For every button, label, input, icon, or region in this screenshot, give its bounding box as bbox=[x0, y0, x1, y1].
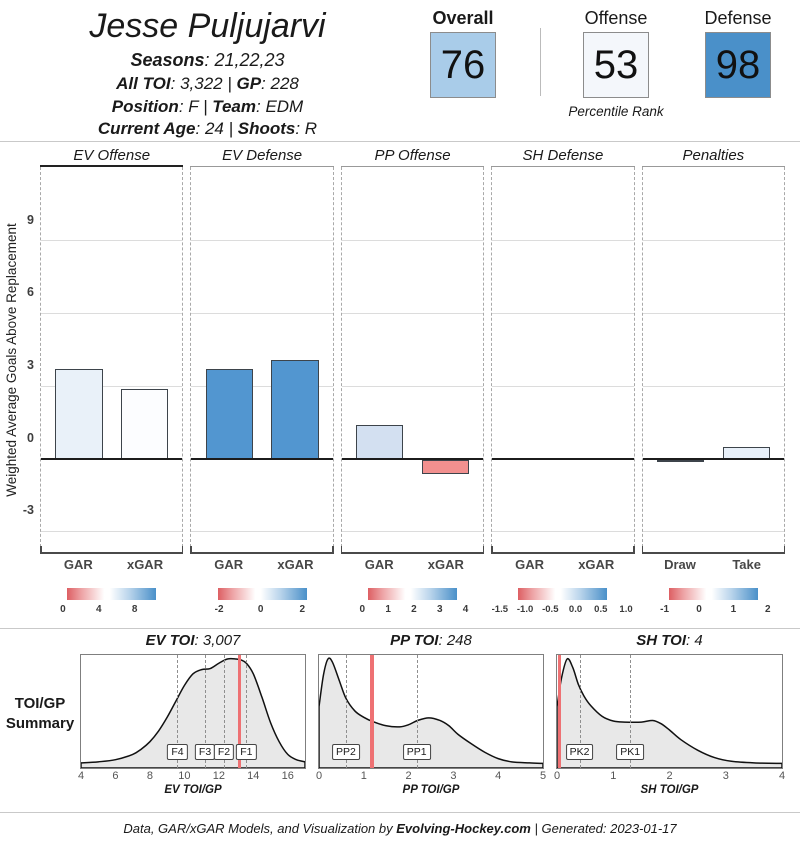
toi-x-ticks bbox=[315, 770, 547, 783]
grid-line bbox=[41, 531, 182, 532]
gar-bar bbox=[356, 425, 403, 459]
toi-title-value: : 248 bbox=[438, 632, 472, 649]
toi-x-axis-label: EV TOI/GP bbox=[164, 784, 222, 796]
legend-tick: 1.0 bbox=[619, 604, 633, 615]
legend-tick: -1 bbox=[660, 604, 670, 615]
category-label: GAR bbox=[515, 557, 544, 572]
panel-title: EV Defense bbox=[190, 146, 333, 167]
panel-plot bbox=[40, 167, 183, 552]
legend-tick: 1 bbox=[730, 604, 737, 615]
density-plot-box bbox=[318, 654, 544, 769]
info-label: Shoots bbox=[237, 119, 296, 139]
legend-ticks bbox=[190, 604, 333, 617]
toi-x-tick: 8 bbox=[146, 770, 153, 782]
category-labels bbox=[491, 557, 634, 574]
percentile-rank-caption: Percentile Rank bbox=[568, 104, 664, 119]
offense-label: Offense bbox=[584, 8, 648, 28]
section-divider-middle bbox=[0, 628, 800, 629]
player-header bbox=[20, 8, 395, 140]
y-tick: 3 bbox=[27, 358, 34, 373]
legend-tick: -1.5 bbox=[491, 604, 508, 615]
density-curve bbox=[81, 655, 305, 768]
grid-line bbox=[643, 386, 784, 387]
grid-line bbox=[492, 531, 633, 532]
grid-line bbox=[342, 531, 483, 532]
defense-percentile-value: 98 bbox=[715, 42, 761, 87]
player-info-line bbox=[20, 118, 395, 140]
grid-line bbox=[342, 386, 483, 387]
xgar-bar bbox=[422, 460, 469, 475]
category-label: xGAR bbox=[578, 557, 615, 572]
panel-plot bbox=[491, 167, 634, 552]
lineup-marker-label-f2: F2 bbox=[214, 744, 234, 760]
toi-x-tick: 10 bbox=[178, 770, 191, 782]
axis-end-tick bbox=[40, 546, 42, 552]
toi-x-tick: 0 bbox=[553, 770, 561, 782]
grid-line bbox=[492, 313, 633, 314]
player-info-line bbox=[20, 49, 395, 73]
header-divider-line bbox=[540, 28, 541, 96]
panel-sh-defense bbox=[491, 146, 634, 617]
info-value: : 21,22,23 bbox=[204, 50, 285, 71]
lineup-marker-label-f1: F1 bbox=[236, 744, 256, 760]
footer-text-1: Data, GAR/xGAR Models, and Visualization by bbox=[123, 821, 397, 836]
info-label: Seasons bbox=[130, 50, 205, 71]
toi-title-label: SH TOI bbox=[636, 632, 687, 649]
panel-penalties bbox=[642, 146, 785, 617]
panel-title: PP Offense bbox=[341, 146, 484, 167]
legend-tick: -2 bbox=[214, 604, 224, 615]
info-value: : EDM bbox=[256, 96, 304, 116]
density-plot-box bbox=[80, 654, 306, 769]
info-label: Position bbox=[111, 96, 179, 116]
category-labels bbox=[190, 557, 333, 574]
axis-end-tick bbox=[190, 546, 192, 552]
footer-site-name: Evolving-Hockey.com bbox=[396, 821, 531, 836]
color-gradient-legend bbox=[669, 588, 758, 600]
toi-x-ticks bbox=[553, 770, 786, 783]
info-value: : F | bbox=[178, 96, 213, 116]
toi-plot-title bbox=[80, 632, 306, 652]
toi-summary-label-line2: Summary bbox=[5, 715, 75, 733]
toi-x-axis-label: SH TOI/GP bbox=[640, 784, 699, 796]
density-plot-box bbox=[556, 654, 783, 769]
legend-ticks bbox=[40, 604, 183, 617]
toi-plot-title bbox=[556, 632, 783, 652]
grid-line bbox=[191, 313, 332, 314]
toi-title-label: PP TOI bbox=[390, 632, 439, 649]
x-axis-line bbox=[642, 552, 785, 554]
panel-title: EV Offense bbox=[40, 146, 183, 167]
grid-line bbox=[191, 531, 332, 532]
player-toi-marker bbox=[370, 655, 374, 768]
category-label: xGAR bbox=[126, 557, 164, 572]
pp-toi-plot bbox=[315, 632, 547, 796]
category-label: xGAR bbox=[277, 557, 314, 572]
legend-tick: 2 bbox=[411, 604, 417, 615]
y-axis-label: Weighted Average Goals Above Replacement bbox=[4, 223, 19, 497]
toi-x-tick: 14 bbox=[247, 770, 260, 782]
panel-pp-offense bbox=[341, 146, 484, 617]
gar-bar bbox=[206, 369, 253, 459]
legend-ticks bbox=[642, 604, 785, 617]
player-name: Jesse Puljujarvi bbox=[89, 7, 326, 45]
info-label: Current Age bbox=[97, 119, 196, 139]
legend-tick: 0 bbox=[257, 604, 264, 615]
section-divider-top bbox=[0, 141, 800, 142]
legend-tick: 2 bbox=[299, 604, 306, 615]
zero-line bbox=[41, 458, 182, 460]
zero-line bbox=[643, 458, 784, 460]
offense-percentile-value: 53 bbox=[593, 42, 639, 87]
axis-end-tick bbox=[341, 546, 343, 552]
y-tick: -3 bbox=[22, 503, 34, 518]
category-labels bbox=[40, 557, 183, 574]
toi-x-tick: 2 bbox=[405, 770, 412, 782]
lineup-marker-label-f3: F3 bbox=[195, 744, 215, 760]
panel-plot bbox=[642, 167, 785, 552]
legend-tick: -0.5 bbox=[542, 604, 559, 615]
footer-text-2: | Generated: 2023-01-17 bbox=[530, 821, 677, 836]
footer-credit bbox=[0, 821, 800, 836]
panel-title: SH Defense bbox=[491, 146, 634, 167]
draw-bar bbox=[657, 460, 704, 462]
xgar-bar bbox=[121, 389, 168, 459]
ev-toi-plot bbox=[77, 632, 306, 796]
toi-title-value: : 4 bbox=[686, 632, 703, 649]
axis-end-tick bbox=[491, 546, 493, 552]
category-label: Draw bbox=[664, 557, 696, 572]
section-divider-bottom bbox=[0, 812, 800, 813]
axis-end-tick bbox=[642, 546, 644, 552]
panel-ev-defense bbox=[190, 146, 333, 617]
legend-tick: 3 bbox=[436, 604, 443, 615]
category-labels bbox=[642, 557, 785, 574]
y-tick: 0 bbox=[27, 430, 34, 445]
lineup-marker-label-f4: F4 bbox=[167, 744, 187, 760]
color-gradient-legend bbox=[368, 588, 457, 600]
overall-label: Overall bbox=[432, 8, 494, 28]
axis-end-tick bbox=[483, 546, 485, 552]
info-value: : 228 bbox=[261, 74, 299, 94]
legend-ticks bbox=[491, 604, 634, 617]
x-axis-line bbox=[491, 552, 634, 554]
toi-x-tick: 3 bbox=[450, 770, 457, 782]
axis-end-tick bbox=[332, 546, 334, 552]
grid-line bbox=[643, 313, 784, 314]
info-value: : 24 | bbox=[195, 119, 238, 139]
y-axis-ticks bbox=[14, 146, 34, 552]
zero-line bbox=[342, 458, 483, 460]
legend-tick: 1 bbox=[385, 604, 391, 615]
panel-plot bbox=[190, 167, 333, 552]
x-axis-line bbox=[40, 552, 183, 554]
toi-summary-label-line1: TOI/GP bbox=[14, 695, 66, 712]
y-tick: 6 bbox=[27, 285, 34, 300]
info-value: : R bbox=[295, 119, 318, 139]
legend-tick: 0.0 bbox=[568, 604, 583, 615]
legend-tick: 4 bbox=[462, 604, 469, 615]
player-toi-marker bbox=[558, 655, 562, 768]
toi-x-axis-label: PP TOI/GP bbox=[402, 784, 460, 796]
legend-tick: 0 bbox=[696, 604, 702, 615]
grid-line bbox=[342, 240, 483, 241]
toi-plot-title bbox=[318, 632, 544, 652]
gar-bar bbox=[55, 369, 102, 459]
grid-line bbox=[492, 386, 633, 387]
grid-line bbox=[41, 240, 182, 241]
toi-x-tick: 2 bbox=[666, 770, 673, 782]
toi-title-label: EV TOI bbox=[145, 632, 195, 649]
legend-tick: 8 bbox=[131, 604, 138, 615]
info-value: : 3,322 | bbox=[170, 74, 237, 94]
toi-x-tick: 16 bbox=[281, 770, 294, 782]
panel-plot bbox=[341, 167, 484, 552]
legend-tick: 0 bbox=[359, 604, 366, 615]
player-info bbox=[20, 49, 395, 140]
toi-x-tick: 1 bbox=[610, 770, 617, 782]
toi-x-ticks bbox=[77, 770, 306, 783]
category-label: Take bbox=[732, 557, 761, 572]
info-label: Team bbox=[212, 96, 256, 116]
x-axis-line bbox=[341, 552, 484, 554]
toi-x-tick: 12 bbox=[212, 770, 225, 782]
zero-line bbox=[191, 458, 332, 460]
player-info-line bbox=[20, 73, 395, 95]
lineup-marker-label-pk2: PK2 bbox=[566, 744, 594, 760]
defense-label: Defense bbox=[704, 8, 772, 28]
info-label: GP bbox=[236, 74, 262, 94]
category-labels bbox=[341, 557, 484, 574]
toi-x-tick: 6 bbox=[112, 770, 119, 782]
legend-tick: 4 bbox=[96, 604, 102, 615]
grid-line bbox=[41, 313, 182, 314]
density-area bbox=[81, 659, 305, 768]
toi-x-tick: 4 bbox=[778, 770, 786, 782]
xgar-bar bbox=[271, 360, 318, 459]
color-gradient-legend bbox=[518, 588, 607, 600]
toi-x-tick: 4 bbox=[77, 770, 85, 782]
axis-end-tick bbox=[182, 546, 184, 552]
info-label: All TOI bbox=[116, 74, 171, 94]
category-label: GAR bbox=[63, 557, 93, 572]
legend-ticks bbox=[341, 604, 484, 617]
legend-tick: 0.5 bbox=[594, 604, 608, 615]
toi-x-tick: 0 bbox=[315, 770, 323, 782]
panel-title: Penalties bbox=[642, 146, 785, 167]
toi-x-tick: 4 bbox=[495, 770, 502, 782]
x-axis-line bbox=[190, 552, 333, 554]
toi-x-tick: 1 bbox=[360, 770, 367, 782]
toi-title-value: : 3,007 bbox=[194, 632, 241, 649]
category-label: GAR bbox=[214, 557, 244, 572]
y-tick: 9 bbox=[27, 212, 34, 227]
zero-line bbox=[492, 458, 633, 460]
sh-toi-plot bbox=[553, 632, 786, 796]
offense-percentile-box bbox=[583, 32, 649, 98]
category-label: xGAR bbox=[427, 557, 464, 572]
grid-line bbox=[643, 240, 784, 241]
toi-summary-label bbox=[2, 694, 78, 735]
legend-tick: 2 bbox=[765, 604, 771, 615]
toi-x-tick: 3 bbox=[722, 770, 729, 782]
legend-tick: 0 bbox=[60, 604, 66, 615]
overall-percentile-box bbox=[430, 32, 496, 98]
panel-ev-offense bbox=[40, 146, 183, 617]
overall-percentile-value: 76 bbox=[440, 42, 486, 87]
axis-end-tick bbox=[784, 546, 786, 552]
grid-line bbox=[191, 240, 332, 241]
lineup-marker-label-pp2: PP2 bbox=[332, 744, 360, 760]
legend-tick: -1.0 bbox=[516, 604, 534, 615]
grid-line bbox=[643, 531, 784, 532]
player-info-line bbox=[20, 96, 395, 118]
lineup-marker-label-pp1: PP1 bbox=[403, 744, 431, 760]
color-gradient-legend bbox=[67, 588, 156, 600]
grid-line bbox=[492, 240, 633, 241]
grid-line bbox=[342, 313, 483, 314]
color-gradient-legend bbox=[218, 588, 307, 600]
gar-panels bbox=[40, 146, 785, 617]
category-label: GAR bbox=[364, 557, 394, 572]
defense-percentile-box bbox=[705, 32, 771, 98]
axis-end-tick bbox=[633, 546, 635, 552]
lineup-marker-label-pk1: PK1 bbox=[616, 744, 644, 760]
toi-x-tick: 5 bbox=[539, 770, 547, 782]
